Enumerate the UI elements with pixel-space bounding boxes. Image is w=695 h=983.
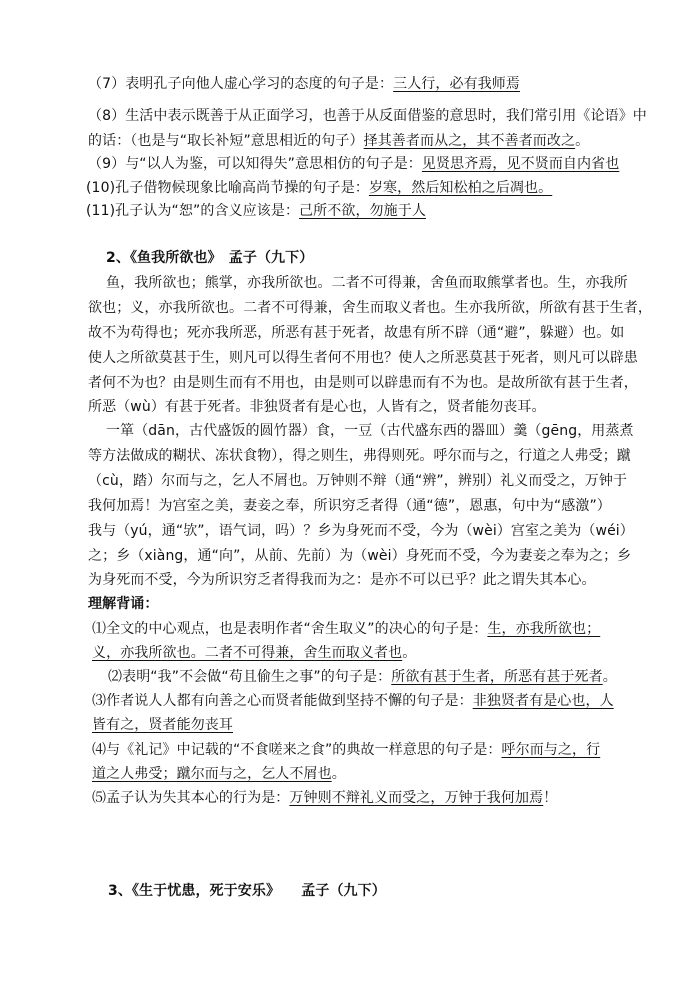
recite-2 <box>108 667 617 687</box>
answer-text: 皆有之，贤者能勿丧耳 <box>92 717 233 733</box>
passage-line: 欲也；义，亦我所欲也。二者不可得兼，舍生而取义者也。生亦我所欲，所欲有甚于生者， <box>88 300 652 316</box>
recite-4-line-1 <box>92 740 600 760</box>
passage-line: 之；乡（xiàng，通“向”，从前、先前）为（wèi）身死而不受，今为妻妾之奉为之；乡 <box>88 548 632 564</box>
passage-line: 所恶（wù）有甚于死者。非独贤者有是心也，人皆有之，贤者能勿丧耳。 <box>88 399 546 415</box>
question-text: （7）表明孔子向他人虚心学习的态度的句子是： <box>88 76 394 92</box>
question-text: ⑵表明“我”不会做“苟且偷生之事”的句子是： <box>108 669 392 685</box>
question-8-line-2 <box>88 131 589 151</box>
recite-3-line-1 <box>92 691 614 711</box>
section-2-title: 2、《鱼我所欲也》 孟子（九下） <box>106 250 314 266</box>
question-text: （9）与“以人为鉴，可以知得失”意思相仿的句子是： <box>88 156 422 172</box>
answer-text: 万钟则不辩礼义而受之，万钟于我何加焉 <box>289 790 544 806</box>
answer-text: 岁寒，然后知松柏之后凋也。 <box>368 180 553 196</box>
punctuation: 。 <box>331 766 346 782</box>
question-text: 的话：（也是与“取长补短”意思相近的句子） <box>88 133 364 149</box>
passage-line: 者何不为也？由是则生而有不用也，由是则可以辟患而有不为也。是故所欲有甚于生者， <box>88 375 638 391</box>
answer-text: 择其善者而从之，其不善者而改之 <box>363 133 576 149</box>
passage-line: 故不为苟得也；死亦我所恶，所恶有甚于死者，故患有所不辟（通“避”，躲避）也。如 <box>88 325 625 341</box>
passage-line: 我何加焉！为宫室之美，妻妾之奉，所识穷乏者得（通“德”，恩惠，句中为“感激”） <box>88 498 611 514</box>
passage-line: （cù，踏）尔而与之，乞人不屑也。万钟则不辩（通“辨”，辨别）礼义而受之，万钟于 <box>88 473 628 489</box>
question-text: ⑸孟子认为失其本心的行为是： <box>92 790 290 806</box>
recite-4-line-2 <box>92 764 346 784</box>
question-text: ⑷与《礼记》中记载的“不食嗟来之食”的典故一样意思的句子是： <box>92 742 502 758</box>
punctuation: ！ <box>543 790 558 806</box>
passage-line: 等方法做成的糊状、冻状食物），得之则生，弗得则死。呼尔而与之，行道之人弗受；蹴 <box>88 448 631 464</box>
question-text: (11)孔子认为“恕”的含义应该是： <box>86 203 300 219</box>
answer-text: 见贤思齐焉，见不贤而自内省也 <box>421 156 620 172</box>
question-text: (10)孔子借物候现象比喻高尚节操的句子是： <box>86 180 369 196</box>
passage-line: 鱼，我所欲也；熊掌，亦我所欲也。二者不可得兼，舍鱼而取熊掌者也。生，亦我所 <box>106 275 628 291</box>
question-7 <box>88 74 520 94</box>
answer-text: 三人行，必有我师焉 <box>393 76 521 92</box>
passage-line: 使人之所欲莫甚于生，则凡可以得生者何不用也？使人之所恶莫甚于死者，则凡可以辟患 <box>88 350 638 366</box>
answer-text: 所欲有甚于生者，所恶有甚于死者 <box>391 669 603 685</box>
recite-1-line-2 <box>92 643 416 663</box>
punctuation: 。 <box>602 669 617 685</box>
passage-line: 我与（yú，通“欤”，语气词，吗）？乡为身死而不受，今为（wèi）宫室之美为（wéi） <box>88 523 634 539</box>
recite-1-line-1 <box>92 619 600 639</box>
answer-text: 义，亦我所欲也。二者不可得兼，舍生而取义者也 <box>92 645 403 661</box>
punctuation: 。 <box>402 645 417 661</box>
answer-text: 呼尔而与之，行 <box>501 742 601 758</box>
recite-5 <box>92 788 557 808</box>
recite-3-line-2 <box>92 715 233 735</box>
passage-line: 为身死而不受，今为所识穷乏者得我而为之：是亦不可以已乎？此之谓失其本心。 <box>88 572 596 588</box>
question-11 <box>86 201 426 221</box>
answer-text: 生，亦我所欲也； <box>487 621 601 637</box>
answer-text: 道之人弗受；蹴尔而与之，乞人不屑也 <box>92 766 332 782</box>
question-9 <box>88 154 619 174</box>
question-text: ⑶作者说人人都有向善之心而贤者能做到坚持不懈的句子是： <box>92 693 473 709</box>
answer-text: 己所不欲，勿施于人 <box>299 203 426 219</box>
question-10 <box>86 178 552 198</box>
recite-label: 理解背诵： <box>88 596 159 612</box>
passage-line: 一箪（dān，古代盛饭的圆竹器）食，一豆（古代盛东西的器皿）羹（gēng，用蒸煮 <box>106 423 634 439</box>
punctuation: 。 <box>575 133 590 149</box>
question-text: ⑴全文的中心观点，也是表明作者“舍生取义”的决心的句子是： <box>92 621 488 637</box>
question-8-line-1 <box>88 106 647 126</box>
section-3-title: 3、《生于忧患，死于安乐》 孟子（九下） <box>108 883 386 899</box>
question-text: （8）生活中表示既善于从正面学习，也善于从反面借鉴的意思时，我们常引用《论语》中 <box>88 108 647 124</box>
answer-text: 非独贤者有是心也，人 <box>472 693 614 709</box>
